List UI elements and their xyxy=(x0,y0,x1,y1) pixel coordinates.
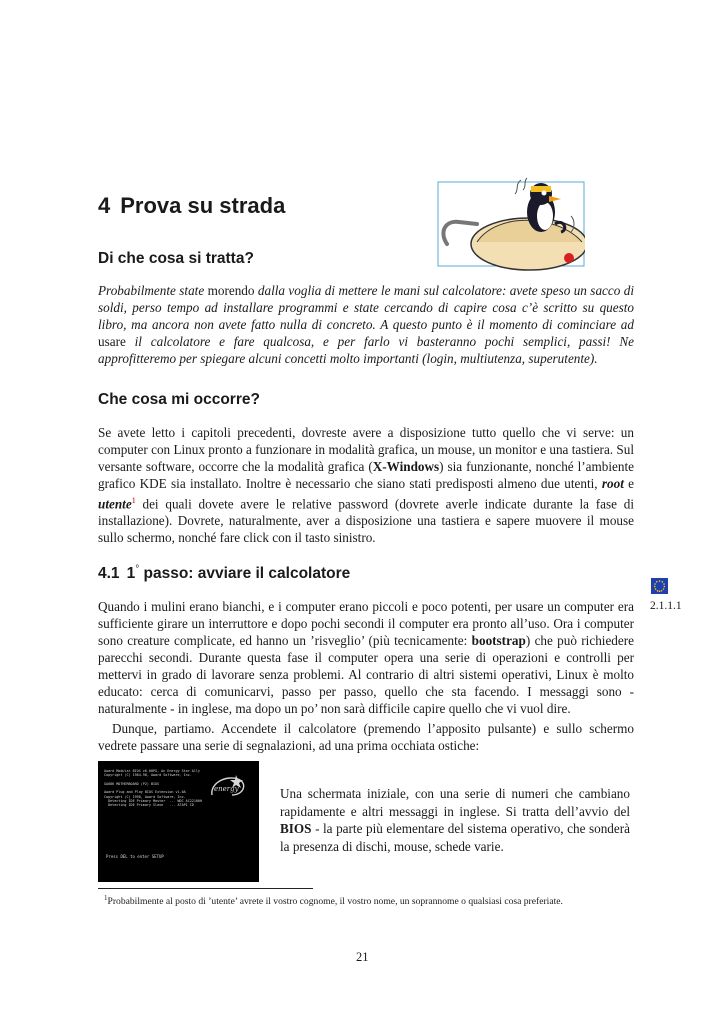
caption-text-a: Una schermata iniziale, con una serie di numeri che cambiano rapidamente e altri messaggi in inglese. Si tratta dell’avvio del xyxy=(280,786,630,819)
req-text-c: e xyxy=(623,476,635,491)
heading-section-4-1 xyxy=(98,564,350,583)
chapter-title-text: Prova su strada xyxy=(120,193,286,218)
req-xwindows: X-Windows xyxy=(372,459,440,474)
page-number: 21 xyxy=(356,950,369,964)
caption-bios: BIOS xyxy=(280,821,312,836)
intro-normal-1: morendo xyxy=(204,283,258,298)
req-text-b: ) sia funzionante, nonché l’ambiente grafico KDE sia installato. Inoltre è necessario che siano stati predisposti almeno due utenti, xyxy=(98,459,634,491)
bios-text: Award Modular BIOS v6.00PG, An Energy Star Ally Copyright (C) 1984-98, Award Software, Inc. GA686 MOTHERBOARD (P2) BIOS Award Plug and Play BIOS Extension v1.0A Copyright (C) 1998, Award Software, Inc. Detecting IDE Primary Master ... WDC AC22100H Detecting IDE Primary Slave ... ATAPI CD xyxy=(104,769,202,808)
footnote-mark: 1 xyxy=(104,894,108,902)
req-utente: utente xyxy=(98,496,132,512)
intro-paragraph xyxy=(98,282,634,367)
footnote-ref[interactable]: 1 xyxy=(131,496,136,505)
energy-star-logo-icon xyxy=(208,773,250,801)
margin-reference: 2.1.1.1 xyxy=(650,600,682,612)
intro-italic-1: Probabilmente state xyxy=(98,283,205,298)
footnote xyxy=(104,894,563,907)
bios-screenshot xyxy=(98,761,259,882)
boot-text-a: Quando i mulini erano bianchi, e i computer erano piccoli e poco potenti, per usare un computer era sufficiente girare un interruttore e dopo pochi secondi il computer era pronto all’uso. Ora i computer sono creature complicate, ed hanno un ’risveglio’ (più tecnicamente: xyxy=(98,599,634,648)
bios-caption xyxy=(280,785,630,855)
heading-what-do-i-need: Che cosa mi occorre? xyxy=(98,391,260,408)
intro-normal-2: usare xyxy=(98,334,135,349)
heading-what-is-it: Di che cosa si tratta? xyxy=(98,250,254,267)
req-root: root xyxy=(601,476,624,491)
chapter-title xyxy=(98,193,285,219)
penguin-mouse-illustration xyxy=(437,172,585,272)
caption-text-b: - la parte più elementare del sistema operativo, che sonderà la presenza di dischi, mouse, schede varie. xyxy=(280,821,630,854)
footnote-text: Probabilmente al posto di ’utente’ avrete il vostro cognome, il vostro nome, un soprannome o qualsiasi cosa preferiate. xyxy=(107,896,563,908)
eu-flag-icon xyxy=(651,578,668,594)
boot-paragraph xyxy=(98,598,634,717)
bios-footer: Press DEL to enter SETUP xyxy=(106,854,164,859)
section-number: 4.1 xyxy=(98,565,120,583)
boot-bootstrap: bootstrap xyxy=(471,633,526,648)
intro-italic-2: dalla voglia di mettere le mani sul calcolatore: avete speso un sacco di soldi, perso tempo ad installare programmi e state cercando di capire cosa c’è scritto su questo libro, ma ancora non avete fatto nulla di concreto. A questo punto è il momento di cominciare ad xyxy=(98,283,634,332)
footnote-rule xyxy=(98,888,313,889)
intro-italic-3: il calcolatore e fare qualcosa, e per farlo vi basteranno pochi semplici, passi! Ne approfitteremo per spiegare alcuni concetti molto importanti (login, multiutenza, superutente). xyxy=(98,334,634,366)
energy-logo-text: energy xyxy=(214,785,239,793)
section-title-pre: 1 xyxy=(126,565,136,583)
req-text-d: dei quali dovete avere le relative password (dovrete averle indicate durante la fase di installazione). Dovrete, naturalmente, aver a disposizione una tastiera e sapere muovere il mouse sullo schermo, nonché fare click con il tasto sinistro. xyxy=(98,496,634,546)
boot-text-b: ) che può richiedere parecchi secondi. Durante questa fase il computer opera una serie di operazioni e controlli per mettervi in grado di lavorare senza problemi. Al contrario di altri sistemi operativi, Linux è molto educato: cerca di comunicarvi, passo per passo, quello che sta facendo. I messaggi sono - naturalmente - in inglese, ma dopo un po’ non sarà difficile capire quello che vi vuol dire. xyxy=(98,633,634,716)
start-paragraph: Dunque, partiamo. Accendete il calcolatore (premendo l’apposito pulsante) e sullo schermo vedrete passare una serie di segnalazioni, ad una prima occhiata ostiche: xyxy=(98,721,634,753)
chapter-number: 4 xyxy=(98,193,111,218)
req-text-a: Se avete letto i capitoli precedenti, dovreste avere a disposizione tutto quello che vi serve: un computer con Linux pronto a funzionare in modalità grafica, un mouse, un monitor e una tastiera. Sul versante software, occorre che la modalità grafica ( xyxy=(98,425,634,474)
section-title-post: passo: avviare il calcolatore xyxy=(139,565,351,583)
requirements-paragraph xyxy=(98,424,634,546)
degree-sign: ° xyxy=(135,564,140,575)
